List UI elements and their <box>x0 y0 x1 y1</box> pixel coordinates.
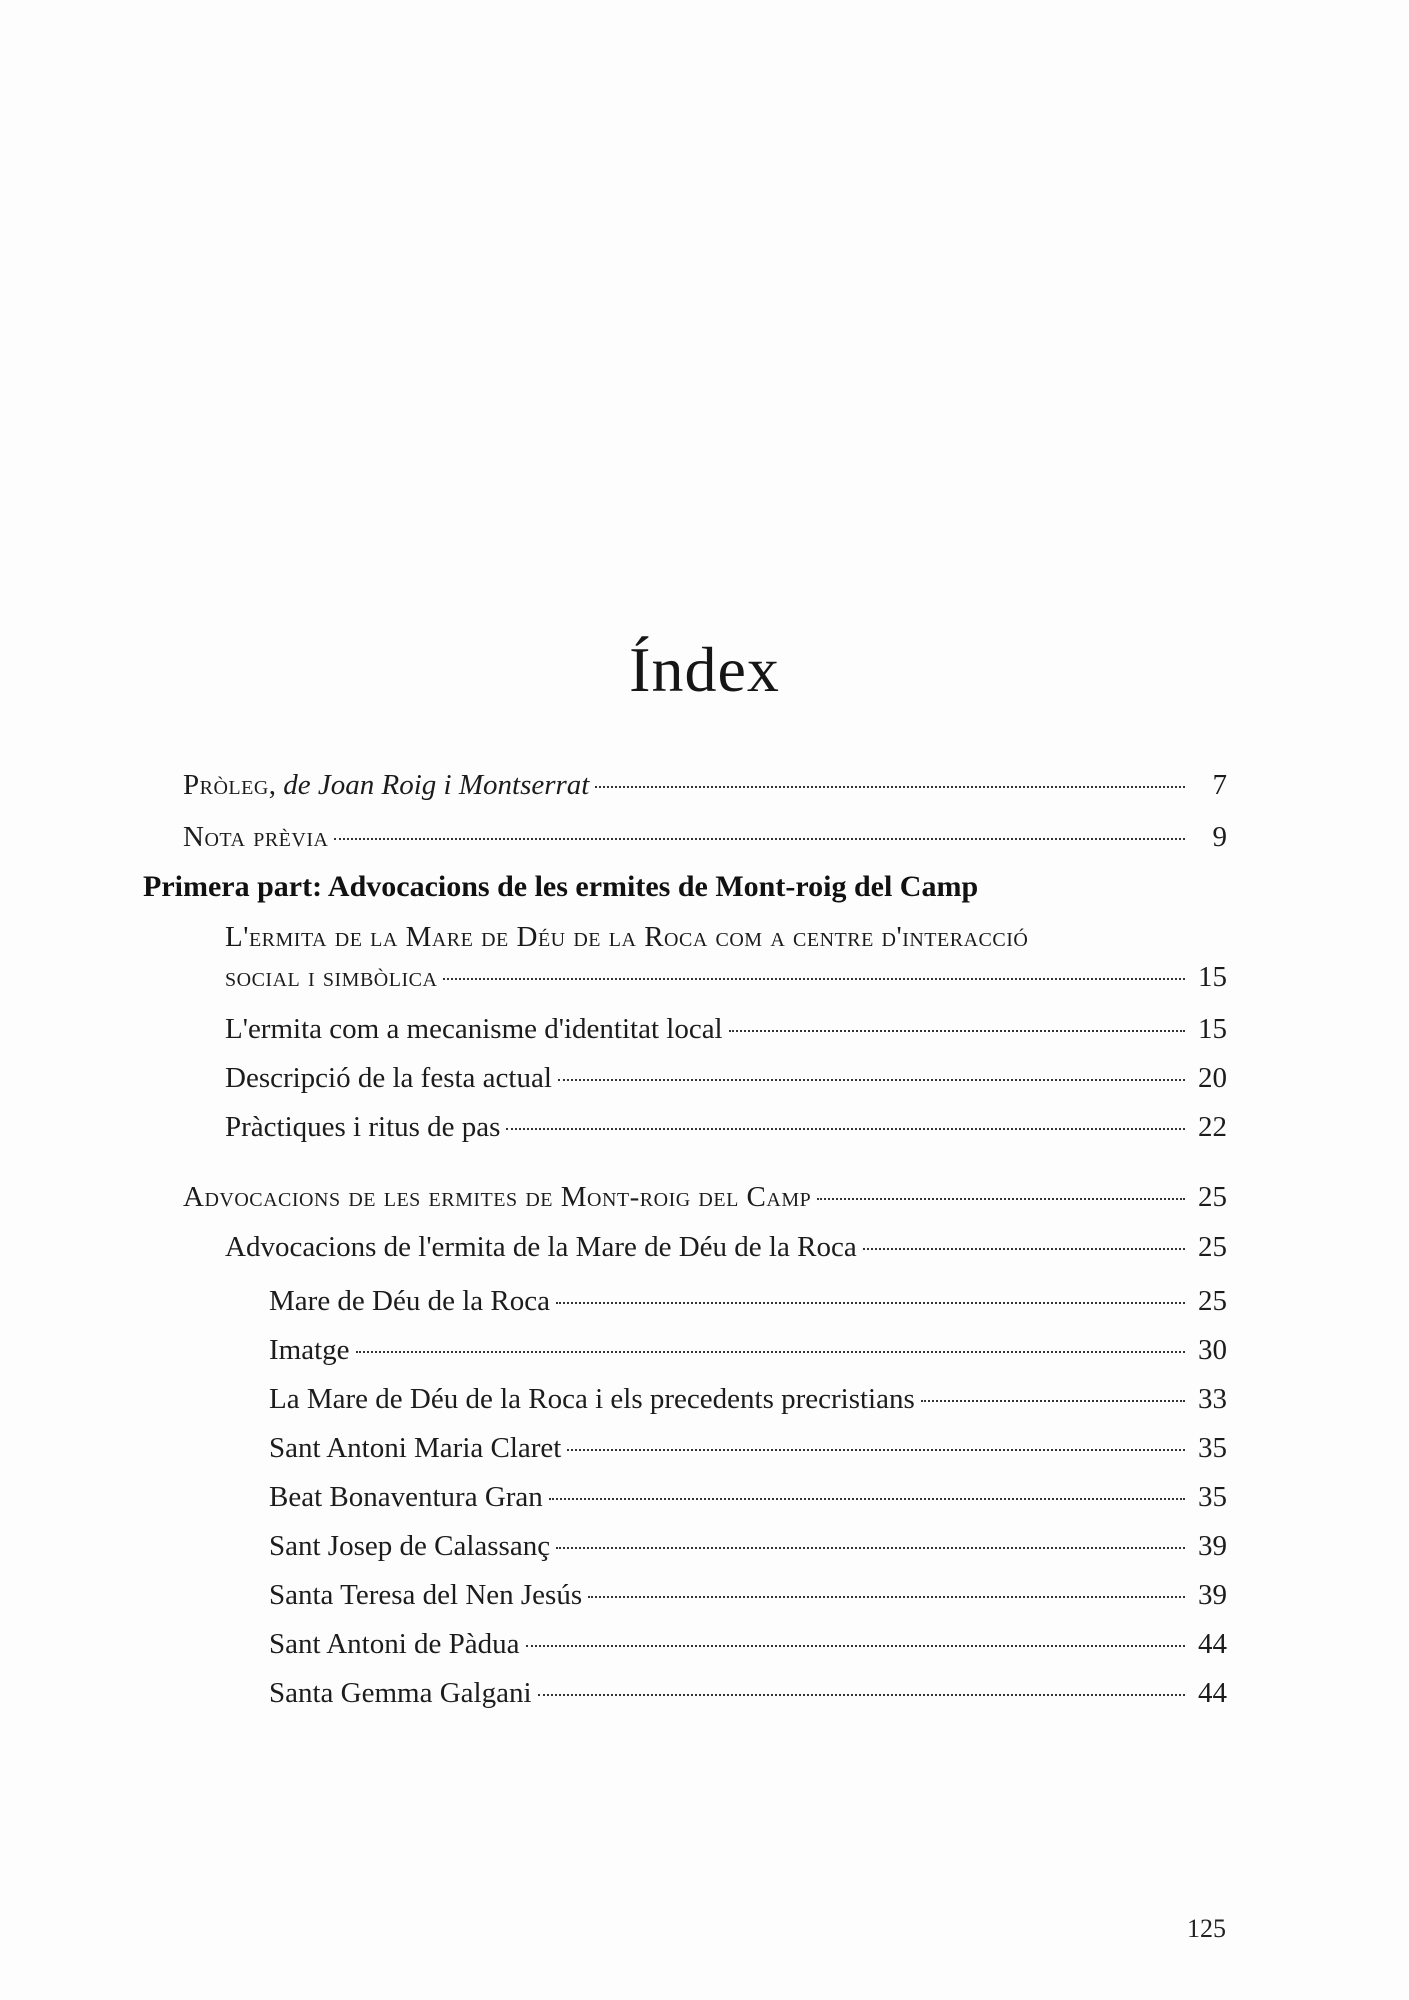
toc-label-section-1-line-1: L'ermita de la Mare de Déu de la Roca com a centre d'interacció <box>225 921 1029 953</box>
toc-page-number: 22 <box>1198 1111 1227 1143</box>
toc-entry <box>269 1627 1227 1676</box>
toc-page-number: 30 <box>1198 1334 1227 1366</box>
dot-leader <box>595 786 1185 788</box>
toc-page-number: 7 <box>1212 769 1227 801</box>
dot-leader <box>356 1351 1185 1353</box>
toc-entry-subsection <box>225 1230 1227 1284</box>
toc-label: Descripció de la festa actual <box>225 1062 552 1094</box>
dot-leader <box>334 838 1185 840</box>
toc-page-number: 39 <box>1198 1530 1227 1562</box>
toc-label-separator: , <box>268 769 284 801</box>
toc-entry <box>269 1529 1227 1578</box>
toc-entry <box>269 1284 1227 1333</box>
dot-leader <box>526 1645 1185 1647</box>
table-of-contents <box>143 768 1227 1725</box>
toc-page-number: 15 <box>1198 1013 1227 1045</box>
part-heading: Primera part: Advocacions de les ermites de Mont-roig del Camp <box>143 870 979 903</box>
dot-leader <box>538 1694 1185 1696</box>
toc-label: Sant Josep de Calassanç <box>269 1530 551 1562</box>
page-title: Índex <box>629 633 780 705</box>
toc-label: La Mare de Déu de la Roca i els precedents precristians <box>269 1383 915 1415</box>
toc-entry-section-2 <box>183 1180 1227 1230</box>
toc-entry-proleg <box>183 768 1227 811</box>
toc-page-number: 39 <box>1198 1579 1227 1611</box>
toc-label: Beat Bonaventura Gran <box>269 1481 543 1513</box>
toc-label-nota-previa: Nota prèvia <box>183 821 329 853</box>
toc-label: L'ermita com a mecanisme d'identitat local <box>225 1013 723 1045</box>
dot-leader <box>558 1079 1185 1081</box>
toc-page-number: 33 <box>1198 1383 1227 1415</box>
toc-label: Mare de Déu de la Roca <box>269 1285 551 1317</box>
toc-label: Sant Antoni Maria Claret <box>269 1432 562 1464</box>
toc-entry <box>269 1431 1227 1480</box>
toc-page-number: 25 <box>1198 1181 1227 1213</box>
toc-entry <box>269 1333 1227 1382</box>
toc-label: Imatge <box>269 1334 350 1366</box>
toc-label: Advocacions de l'ermita de la Mare de Déu de la Roca <box>225 1231 857 1263</box>
dot-leader <box>863 1248 1185 1250</box>
dot-leader <box>506 1128 1185 1130</box>
dot-leader <box>567 1449 1185 1451</box>
toc-page-number: 35 <box>1198 1481 1227 1513</box>
dot-leader <box>556 1302 1185 1304</box>
toc-page-number: 25 <box>1198 1285 1227 1317</box>
toc-entry <box>269 1676 1227 1725</box>
dot-leader <box>921 1400 1185 1402</box>
toc-label: Sant Antoni de Pàdua <box>269 1628 520 1660</box>
page-number: 125 <box>1187 1914 1226 1943</box>
dot-leader <box>549 1498 1185 1500</box>
toc-page-number: 25 <box>1198 1231 1227 1263</box>
toc-entry <box>225 1061 1227 1110</box>
toc-page-number: 9 <box>1212 821 1227 853</box>
dot-leader <box>443 978 1185 980</box>
toc-entry <box>225 1012 1227 1061</box>
toc-entry-section-1 <box>225 920 1227 1012</box>
toc-label-section-1-line-2: social i simbòlica <box>225 961 438 993</box>
toc-page-number: 44 <box>1198 1628 1227 1660</box>
toc-page-number: 15 <box>1198 961 1227 993</box>
toc-entry <box>269 1480 1227 1529</box>
dot-leader <box>729 1030 1185 1032</box>
toc-entry <box>269 1382 1227 1431</box>
toc-label-proleg: Pròleg <box>183 769 269 801</box>
dot-leader <box>588 1596 1185 1598</box>
toc-page-number: 44 <box>1198 1677 1227 1709</box>
toc-page-number: 20 <box>1198 1062 1227 1094</box>
toc-label: Santa Teresa del Nen Jesús <box>269 1579 583 1611</box>
toc-entry <box>269 1578 1227 1627</box>
toc-entry <box>225 1110 1227 1159</box>
toc-entry-nota-previa <box>183 820 1227 863</box>
toc-label-proleg-author: de Joan Roig i Montserrat <box>283 769 590 801</box>
toc-label: Santa Gemma Galgani <box>269 1677 532 1709</box>
dot-leader <box>556 1547 1185 1549</box>
toc-page-number: 35 <box>1198 1432 1227 1464</box>
toc-label-section-2: Advocacions de les ermites de Mont-roig del Camp <box>183 1181 812 1213</box>
dot-leader <box>817 1198 1185 1200</box>
toc-label: Pràctiques i ritus de pas <box>225 1111 501 1143</box>
